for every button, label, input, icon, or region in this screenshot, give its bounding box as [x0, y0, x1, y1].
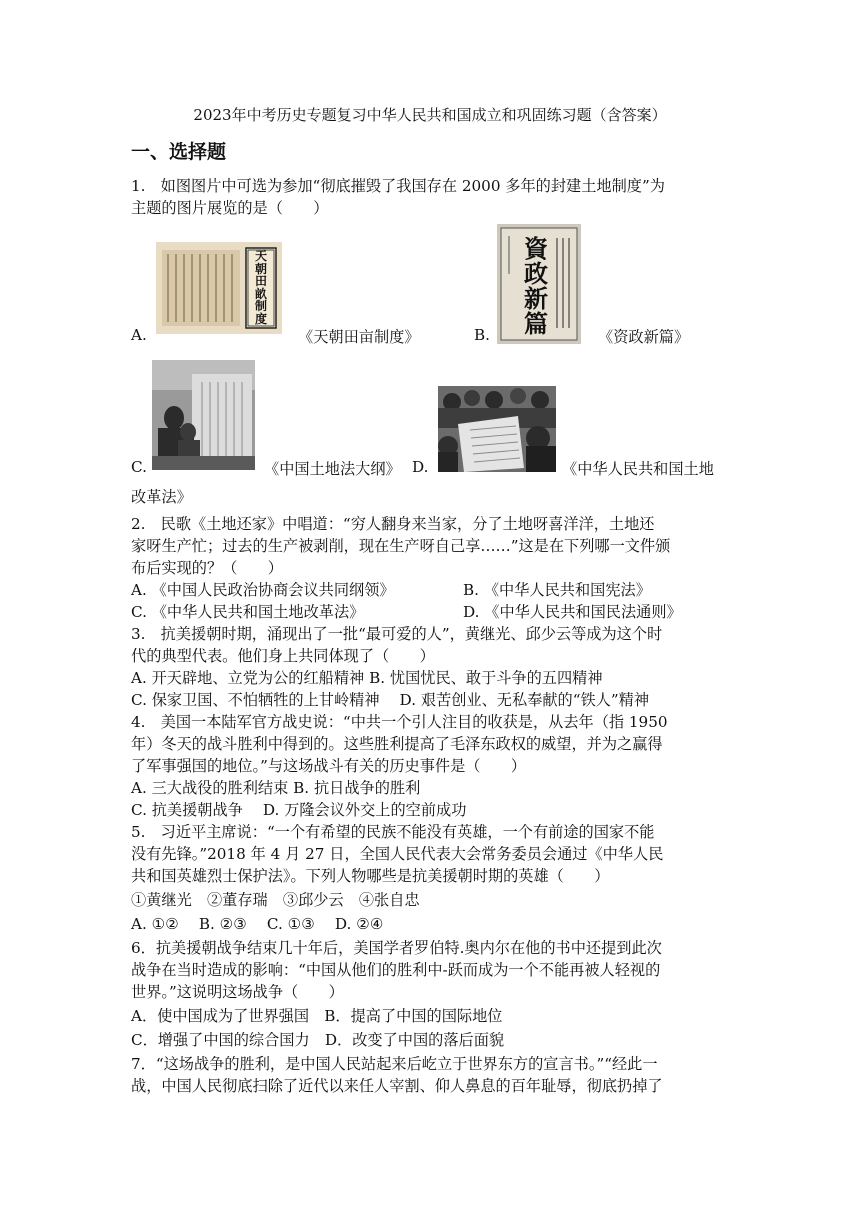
q2-option-b: B. 《中华人民共和国宪法》: [463, 581, 651, 599]
q4-line-2: 年）冬天的战斗胜利中得到的。这些胜利提高了毛泽东政权的威望，并为之赢得: [131, 735, 663, 753]
q5-options: A. ①② B. ②③ C. ①③ D. ②④: [131, 915, 384, 933]
q3-option-row-2: C. 保家卫国、不怕牺牲的上甘岭精神 D. 艰苦创业、无私奉献的“铁人”精神: [131, 691, 650, 709]
q3-line-1: 3. 抗美援朝时期，涌现出了一批“最可爱的人”，黄继光、邱少云等成为这个时: [131, 625, 663, 643]
page-title: 2023年中考历史专题复习中华人民共和国成立和巩固练习题（含答案）: [193, 106, 667, 124]
q4-line-3: 了军事强国的地位。”与这场战斗有关的历史事件是（ ）: [131, 757, 527, 775]
q4-option-row-1: A. 三大战役的胜利结束 B. 抗日战争的胜利: [131, 779, 421, 797]
q7-line-2: 战，中国人民彻底扫除了近代以来任人宰割、仰人鼻息的百年耻辱，彻底扔掉了: [131, 1077, 663, 1095]
q2-option-a: A. 《中国人民政治协商会议共同纲领》: [131, 581, 395, 599]
option-b-image: [497, 224, 581, 344]
q4-option-row-2: C. 抗美援朝战争 D. 万隆会议外交上的空前成功: [131, 801, 467, 819]
q1-line-1: 1. 如图图片中可选为参加“彻底摧毁了我国存在 2000 多年的封建土地制度”为: [131, 177, 665, 195]
q5-line-1: 5. 习近平主席说：“一个有希望的民族不能没有英雄，一个有前途的国家不能: [131, 823, 655, 841]
q3-option-row-1: A. 开天辟地、立党为公的红船精神 B. 忧国忧民、敢于斗争的五四精神: [131, 669, 603, 687]
q2-option-d: D. 《中华人民共和国民法通则》: [463, 603, 682, 621]
q6-line-3: 世界。”这说明这场战争（ ）: [131, 983, 344, 1001]
q6-option-row-2: C．增强了中国的综合国力 D．改变了中国的落后面貌: [131, 1031, 505, 1049]
q6-line-1: 6．抗美援朝战争结束几十年后，美国学者罗伯特.奥内尔在他的书中还提到此次: [131, 939, 662, 957]
q7-line-1: 7．“这场战争的胜利，是中国人民站起来后屹立于世界东方的宣言书。”“经此一: [131, 1055, 658, 1073]
land-law-poster-photo: [152, 360, 255, 470]
option-d-letter: D.: [412, 458, 429, 476]
q5-line-2: 没有先锋。”2018 年 4 月 27 日，全国人民代表大会常务委员会通过《中华人民: [131, 845, 664, 863]
q5-line-3: 共和国英雄烈士保护法》。下列人物哪些是抗美援朝时期的英雄（ ）: [131, 867, 610, 885]
q3-line-2: 代的典型代表。他们身上共同体现了（ ）: [131, 647, 435, 665]
q2-line-3: 布后实现的？（ ）: [131, 559, 283, 577]
option-c-image: [152, 360, 255, 470]
q2-line-2: 家呀生产忙；过去的生产被剥削，现在生产呀自己享……”这是在下列哪一文件颁: [131, 537, 671, 555]
option-a-image: [156, 242, 282, 334]
option-d-caption: 《中华人民共和国土地: [562, 460, 714, 478]
option-c-caption: 《中国土地法大纲》: [264, 460, 401, 478]
q4-line-1: 4. 美国一本陆军官方战史说：“中共一个引人注目的收获是，从去年（指 1950: [131, 713, 668, 731]
option-b-caption: 《资政新篇》: [598, 328, 690, 346]
section-heading: 一、选择题: [131, 141, 227, 163]
option-a-image-text: 天朝田畝制度: [254, 249, 267, 326]
option-b-image-text: 資政新篇: [524, 234, 548, 338]
q2-option-c: C. 《中华人民共和国土地改革法》: [131, 603, 365, 621]
option-a-letter: A.: [131, 326, 147, 344]
option-a-caption: 《天朝田亩制度》: [298, 328, 420, 346]
q5-items: ①黄继光 ②董存瑞 ③邱少云 ④张自忠: [131, 891, 420, 909]
option-d-caption-continued: 改革法》: [131, 488, 192, 506]
land-reform-newspaper-photo: [438, 386, 556, 472]
option-d-image: [438, 386, 556, 472]
q6-line-2: 战争在当时造成的影响：“中国从他们的胜利中-跃而成为一个不能再被人轻视的: [131, 961, 661, 979]
option-b-letter: B.: [474, 326, 490, 344]
q2-line-1: 2. 民歌《土地还家》中唱道：“穷人翻身来当家，分了土地呀喜洋洋，土地还: [131, 515, 655, 533]
q6-option-row-1: A．使中国成为了世界强国 B．提高了中国的国际地位: [131, 1007, 503, 1025]
q1-line-2: 主题的图片展览的是（ ）: [131, 199, 329, 217]
option-c-letter: C.: [131, 458, 147, 476]
